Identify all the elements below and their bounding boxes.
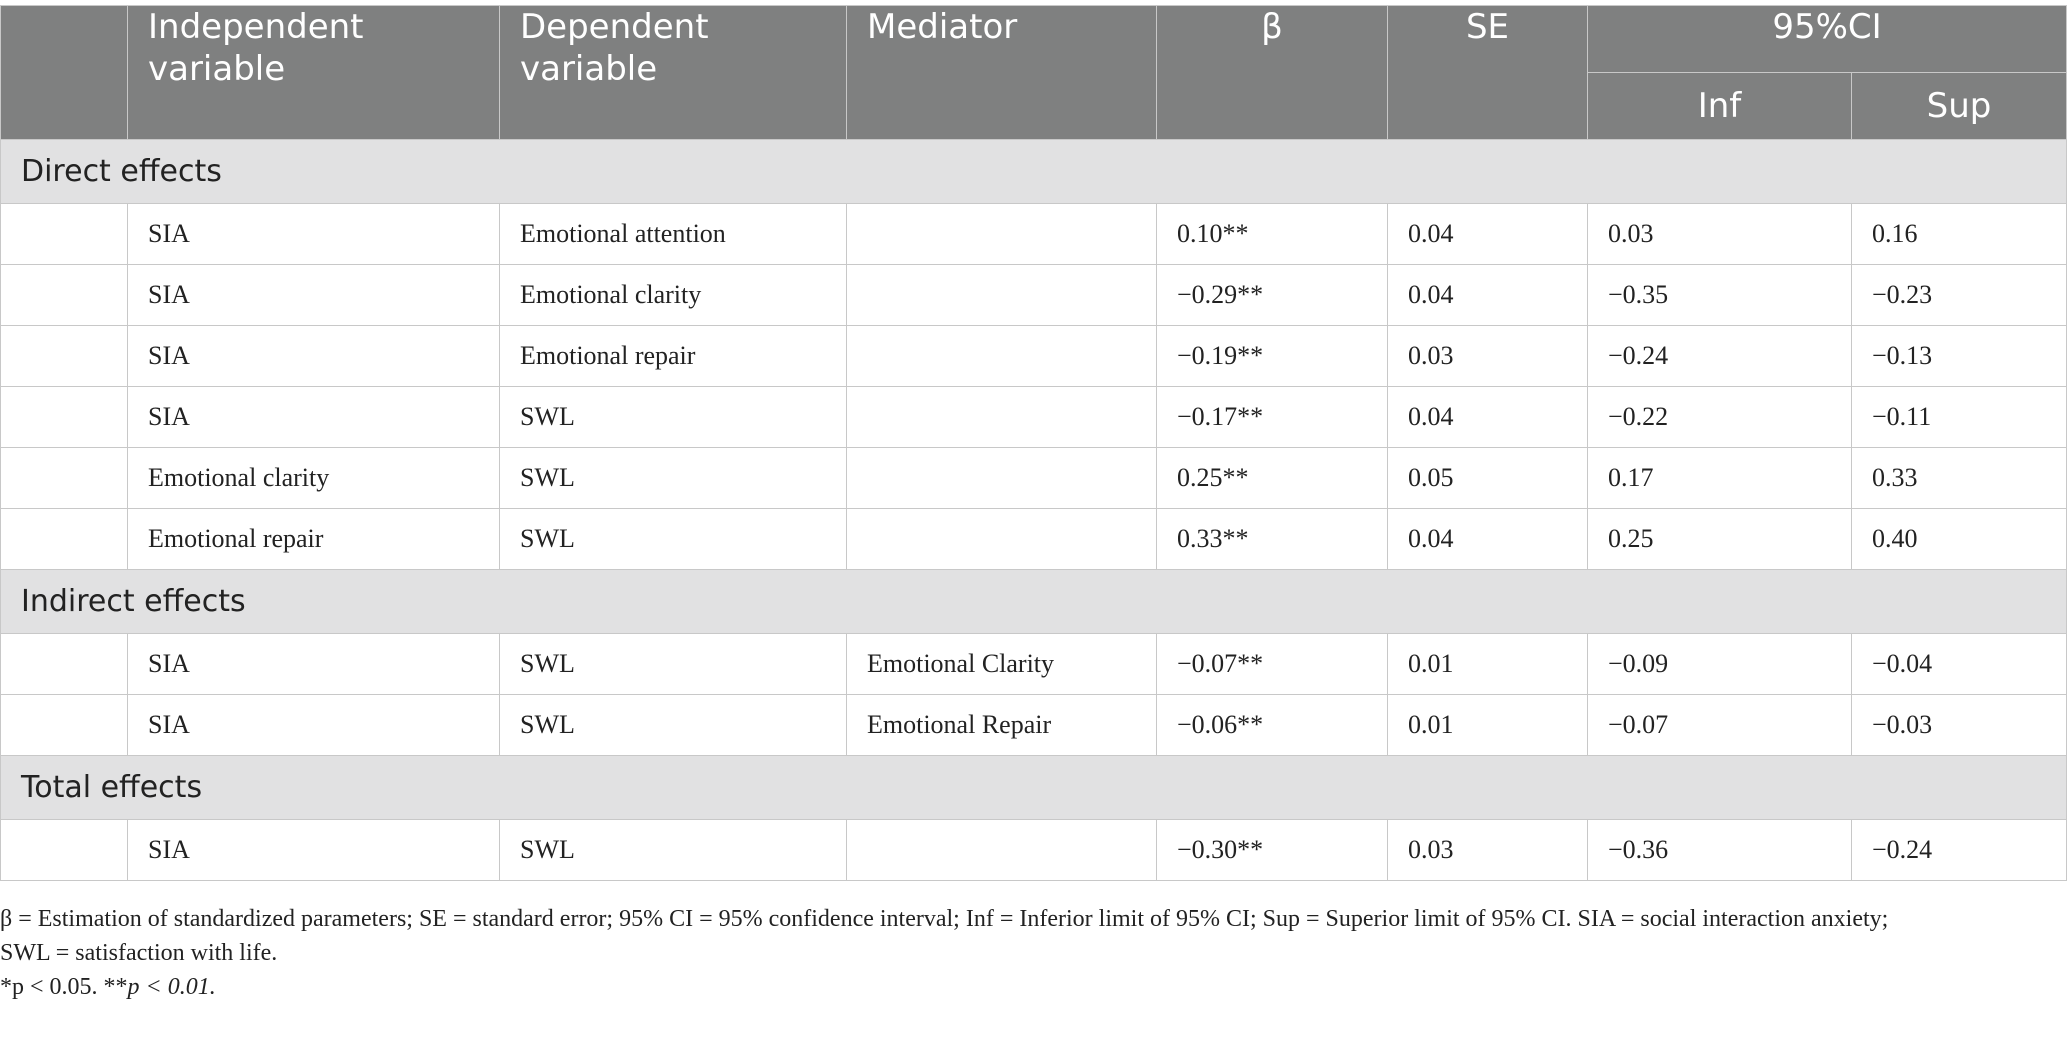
section-row <box>1 140 2067 204</box>
mediator-cell <box>847 509 1157 570</box>
se-cell: 0.04 <box>1388 509 1588 570</box>
note-line-1: β = Estimation of standardized parameters; SE = standard error; 95% CI = 95% confidence interval; Inf = Inferior limit of 95% CI; Sup = Superior limit of 95% CI. SIA = social interaction anxiety; <box>0 906 1889 932</box>
section-row <box>1 756 2067 820</box>
dependent-variable-cell: Emotional clarity <box>500 265 847 326</box>
ci-sup-cell: −0.03 <box>1852 695 2067 756</box>
results-table <box>0 5 2067 881</box>
row-blank-cell <box>1 326 128 387</box>
mediator-cell <box>847 448 1157 509</box>
ci-inf-cell: −0.09 <box>1588 634 1852 695</box>
header-95ci: 95%CI <box>1588 6 2067 73</box>
section-row <box>1 570 2067 634</box>
header-dependent-variable: Dependent variable <box>500 6 847 140</box>
beta-cell: −0.29** <box>1157 265 1388 326</box>
ci-inf-cell: 0.25 <box>1588 509 1852 570</box>
mediator-cell <box>847 387 1157 448</box>
header-blank <box>1 6 128 140</box>
dependent-variable-cell: SWL <box>500 820 847 881</box>
section-title: Indirect effects <box>1 570 2067 634</box>
mediator-cell <box>847 204 1157 265</box>
row-blank-cell <box>1 448 128 509</box>
independent-variable-cell: SIA <box>128 204 500 265</box>
table-notes <box>0 902 2066 1004</box>
se-cell: 0.04 <box>1388 265 1588 326</box>
table-row <box>1 387 2067 448</box>
independent-variable-cell: SIA <box>128 326 500 387</box>
independent-variable-cell: Emotional repair <box>128 509 500 570</box>
dependent-variable-cell: SWL <box>500 387 847 448</box>
beta-cell: 0.25** <box>1157 448 1388 509</box>
ci-inf-cell: −0.36 <box>1588 820 1852 881</box>
beta-cell: −0.30** <box>1157 820 1388 881</box>
ci-inf-cell: −0.24 <box>1588 326 1852 387</box>
ci-sup-cell: 0.16 <box>1852 204 2067 265</box>
row-blank-cell <box>1 265 128 326</box>
mediator-cell <box>847 326 1157 387</box>
header-independent-variable: Independent variable <box>128 6 500 140</box>
header-sup: Sup <box>1852 73 2067 140</box>
ci-inf-cell: −0.35 <box>1588 265 1852 326</box>
ci-sup-cell: −0.24 <box>1852 820 2067 881</box>
table-header <box>1 6 2067 140</box>
dependent-variable-cell: Emotional repair <box>500 326 847 387</box>
dependent-variable-cell: SWL <box>500 695 847 756</box>
beta-cell: −0.06** <box>1157 695 1388 756</box>
se-cell: 0.01 <box>1388 695 1588 756</box>
ci-inf-cell: −0.22 <box>1588 387 1852 448</box>
mediator-cell: Emotional Clarity <box>847 634 1157 695</box>
row-blank-cell <box>1 509 128 570</box>
table-row <box>1 820 2067 881</box>
mediator-cell <box>847 820 1157 881</box>
ci-sup-cell: −0.23 <box>1852 265 2067 326</box>
note-line-3 <box>0 970 2066 1004</box>
beta-cell: −0.17** <box>1157 387 1388 448</box>
row-blank-cell <box>1 387 128 448</box>
dependent-variable-cell: SWL <box>500 634 847 695</box>
dependent-variable-cell: SWL <box>500 509 847 570</box>
independent-variable-cell: SIA <box>128 695 500 756</box>
table-row <box>1 265 2067 326</box>
dependent-variable-cell: Emotional attention <box>500 204 847 265</box>
table-row <box>1 326 2067 387</box>
se-cell: 0.03 <box>1388 326 1588 387</box>
header-inf: Inf <box>1588 73 1852 140</box>
ci-sup-cell: 0.40 <box>1852 509 2067 570</box>
table-row <box>1 448 2067 509</box>
se-cell: 0.04 <box>1388 204 1588 265</box>
independent-variable-cell: SIA <box>128 265 500 326</box>
mediator-cell: Emotional Repair <box>847 695 1157 756</box>
beta-cell: −0.19** <box>1157 326 1388 387</box>
beta-cell: 0.10** <box>1157 204 1388 265</box>
beta-cell: −0.07** <box>1157 634 1388 695</box>
header-se: SE <box>1388 6 1588 140</box>
header-mediator: Mediator <box>847 6 1157 140</box>
note-significance-a: *p < 0.05. ** <box>0 974 128 1000</box>
header-beta: β <box>1157 6 1388 140</box>
row-blank-cell <box>1 820 128 881</box>
ci-sup-cell: −0.13 <box>1852 326 2067 387</box>
table-row <box>1 634 2067 695</box>
row-blank-cell <box>1 695 128 756</box>
row-blank-cell <box>1 204 128 265</box>
se-cell: 0.01 <box>1388 634 1588 695</box>
table-row <box>1 695 2067 756</box>
ci-inf-cell: 0.03 <box>1588 204 1852 265</box>
dependent-variable-cell: SWL <box>500 448 847 509</box>
independent-variable-cell: SIA <box>128 820 500 881</box>
ci-inf-cell: 0.17 <box>1588 448 1852 509</box>
independent-variable-cell: Emotional clarity <box>128 448 500 509</box>
beta-cell: 0.33** <box>1157 509 1388 570</box>
independent-variable-cell: SIA <box>128 387 500 448</box>
se-cell: 0.05 <box>1388 448 1588 509</box>
table-body <box>1 140 2067 881</box>
ci-inf-cell: −0.07 <box>1588 695 1852 756</box>
note-significance-b: p < 0.01. <box>127 974 216 1000</box>
ci-sup-cell: −0.11 <box>1852 387 2067 448</box>
table-row <box>1 204 2067 265</box>
se-cell: 0.04 <box>1388 387 1588 448</box>
se-cell: 0.03 <box>1388 820 1588 881</box>
independent-variable-cell: SIA <box>128 634 500 695</box>
section-title: Direct effects <box>1 140 2067 204</box>
mediator-cell <box>847 265 1157 326</box>
ci-sup-cell: 0.33 <box>1852 448 2067 509</box>
section-title: Total effects <box>1 756 2067 820</box>
table-row <box>1 509 2067 570</box>
note-line-2: SWL = satisfaction with life. <box>0 940 278 966</box>
ci-sup-cell: −0.04 <box>1852 634 2067 695</box>
row-blank-cell <box>1 634 128 695</box>
